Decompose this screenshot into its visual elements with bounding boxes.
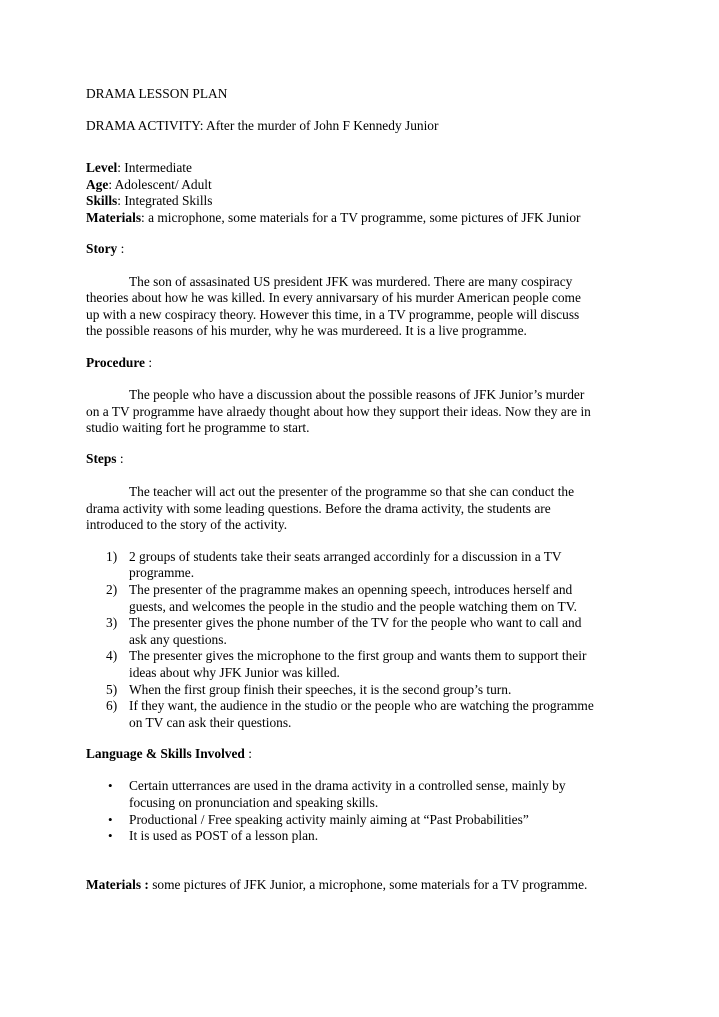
age-line — [86, 177, 638, 194]
story-heading-line — [86, 241, 638, 258]
step-line: The presenter of the pragramme makes an openning speech, introduces herself and — [129, 581, 573, 597]
step-line: ideas about why JFK Junior was killed. — [129, 664, 340, 680]
paragraph-line: the possible reasons of his murder, why he was murdereed. It is a live programme. — [86, 323, 527, 339]
step-line: When the first group finish their speeches, it is the second group’s turn. — [129, 681, 512, 697]
step-number: 4) — [106, 648, 118, 664]
skills-label: Skills — [86, 193, 118, 209]
steps-intro-paragraph — [86, 484, 638, 534]
materials-value: : a microphone, some materials for a TV programme, some pictures of JFK Junior — [141, 209, 581, 225]
language-heading-line — [86, 746, 638, 763]
paragraph-line: The son of assasinated US president JFK was murdered. There are many cospiracy — [129, 273, 573, 289]
final-materials-value: some pictures of JFK Junior, a microphone, some materials for a TV programme. — [148, 876, 588, 892]
paragraph-line: The teacher will act out the presenter of the programme so that she can conduct the — [129, 484, 575, 499]
age-value: : Adolescent/ Adult — [108, 176, 212, 192]
step-line: If they want, the audience in the studio or the people who are watching the programme — [129, 698, 594, 714]
step-item — [86, 582, 638, 615]
language-line: It is used as POST of a lesson plan. — [129, 828, 319, 844]
language-line: focusing on pronunciation and speaking skills. — [129, 795, 379, 810]
bullet-icon: • — [108, 828, 113, 844]
paragraph-line: on a TV programme have alraedy thought about how they support their ideas. Now they are in — [86, 403, 591, 419]
final-materials-line — [86, 877, 638, 894]
step-number: 2) — [106, 581, 118, 597]
activity-title: DRAMA ACTIVITY: After the murder of John F Kennedy Junior — [86, 117, 439, 133]
step-item — [86, 549, 638, 582]
step-number: 1) — [106, 548, 118, 564]
materials-label: Materials — [86, 209, 142, 225]
step-number: 5) — [106, 681, 118, 697]
age-label: Age — [86, 176, 109, 192]
language-line: Productional / Free speaking activity mainly aiming at “Past Probabilities” — [129, 811, 529, 827]
language-colon: : — [244, 745, 252, 761]
level-line — [86, 160, 638, 177]
step-item — [86, 615, 638, 648]
language-item — [86, 828, 638, 845]
paragraph-line: studio waiting fort he programme to start. — [86, 420, 310, 436]
language-item — [86, 812, 638, 829]
step-number: 6) — [106, 698, 118, 714]
steps-colon: : — [116, 451, 124, 467]
paragraph-line: theories about how he was killed. In every annivarsary of his murder American people come — [86, 290, 581, 306]
step-line: guests, and welcomes the people in the studio and the people watching them on TV. — [129, 598, 577, 614]
bullet-icon: • — [108, 811, 113, 827]
procedure-heading-line — [86, 355, 638, 372]
document-title: DRAMA LESSON PLAN — [86, 86, 228, 101]
step-line: The presenter gives the microphone to the first group and wants them to support their — [129, 648, 587, 664]
language-heading: Language & Skills Involved — [86, 745, 245, 761]
language-item — [86, 778, 638, 811]
paragraph-line: introduced to the story of the activity. — [86, 517, 288, 533]
procedure-colon: : — [145, 354, 153, 370]
procedure-paragraph — [86, 387, 638, 437]
step-item — [86, 682, 638, 699]
paragraph-line: The people who have a discussion about the possible reasons of JFK Junior’s murder — [129, 387, 585, 403]
steps-list — [86, 549, 638, 732]
skills-line — [86, 193, 638, 210]
step-line: on TV can ask their questions. — [129, 714, 292, 730]
step-line: ask any questions. — [129, 631, 227, 647]
skills-value: : Integrated Skills — [117, 193, 213, 209]
step-item — [86, 648, 638, 681]
final-materials-label: Materials : — [86, 876, 149, 892]
step-item — [86, 698, 638, 731]
step-line: programme. — [129, 565, 195, 581]
step-line: 2 groups of students take their seats arranged accordinly for a discussion in a TV — [129, 548, 562, 564]
level-label: Level — [86, 160, 118, 176]
steps-heading-line — [86, 451, 638, 468]
steps-heading: Steps — [86, 451, 117, 467]
step-line: The presenter gives the phone number of the TV for the people who want to call and — [129, 615, 582, 631]
language-line: Certain utterrances are used in the drama activity in a controlled sense, mainly by — [129, 778, 566, 794]
paragraph-line: drama activity with some leading questions. Before the drama activity, the students are — [86, 500, 551, 516]
story-colon: : — [117, 241, 125, 257]
materials-line — [86, 210, 638, 227]
level-value: : Intermediate — [117, 160, 192, 176]
paragraph-line: up with a new cospiracy theory. However this time, in a TV programme, people will discuss — [86, 306, 580, 322]
language-list — [86, 778, 638, 844]
document-page — [86, 86, 638, 893]
bullet-icon: • — [108, 778, 113, 794]
procedure-heading: Procedure — [86, 354, 146, 370]
story-paragraph — [86, 274, 638, 340]
step-number: 3) — [106, 615, 118, 631]
story-heading: Story — [86, 241, 118, 257]
